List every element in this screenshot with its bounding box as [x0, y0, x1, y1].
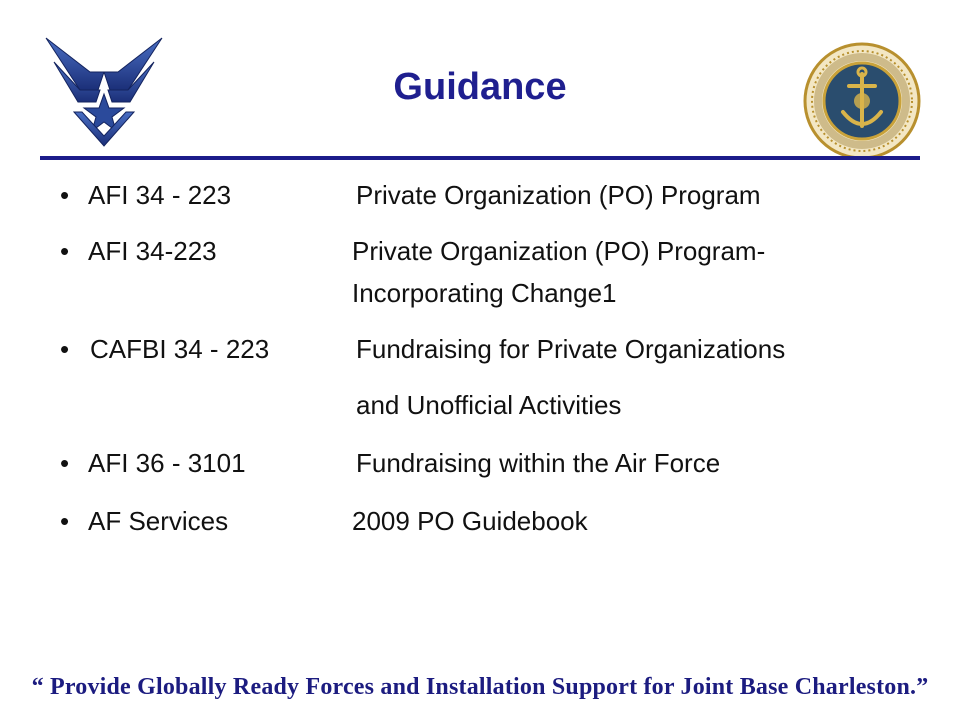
footer-motto: “ Provide Globally Ready Forces and Installation Support for Joint Base Charleston.”: [31, 674, 929, 700]
item-code: AFI 36 - 3101: [88, 448, 246, 478]
list-item: [60, 448, 880, 478]
item-bullet: •: [60, 334, 70, 364]
item-bullet: •: [60, 506, 70, 536]
item-code: AFI 34 - 223: [88, 180, 232, 210]
item-code: AF Services: [88, 506, 229, 536]
list-item: [60, 506, 880, 536]
list-item: [60, 180, 880, 210]
item-code: AFI 34-223: [88, 236, 217, 266]
item-bullet: •: [60, 236, 70, 266]
item-bullet: •: [60, 180, 70, 210]
item-description: Private Organization (PO) Program: [356, 180, 761, 210]
title-divider: [40, 156, 920, 160]
item-description: 2009 PO Guidebook: [352, 506, 588, 536]
list-item: [60, 236, 880, 266]
item-bullet: •: [60, 448, 70, 478]
list-item: [60, 334, 900, 364]
slide-title: Guidance: [393, 66, 567, 108]
item-description: Fundraising for Private Organizations: [356, 334, 786, 364]
item-description: Fundraising within the Air Force: [356, 448, 721, 478]
item-description: Private Organization (PO) Program-: [352, 236, 766, 266]
item-code: CAFBI 34 - 223: [90, 334, 270, 364]
item-description-continued: Incorporating Change1: [352, 278, 617, 308]
item-description-continued: and Unofficial Activities: [356, 390, 622, 420]
